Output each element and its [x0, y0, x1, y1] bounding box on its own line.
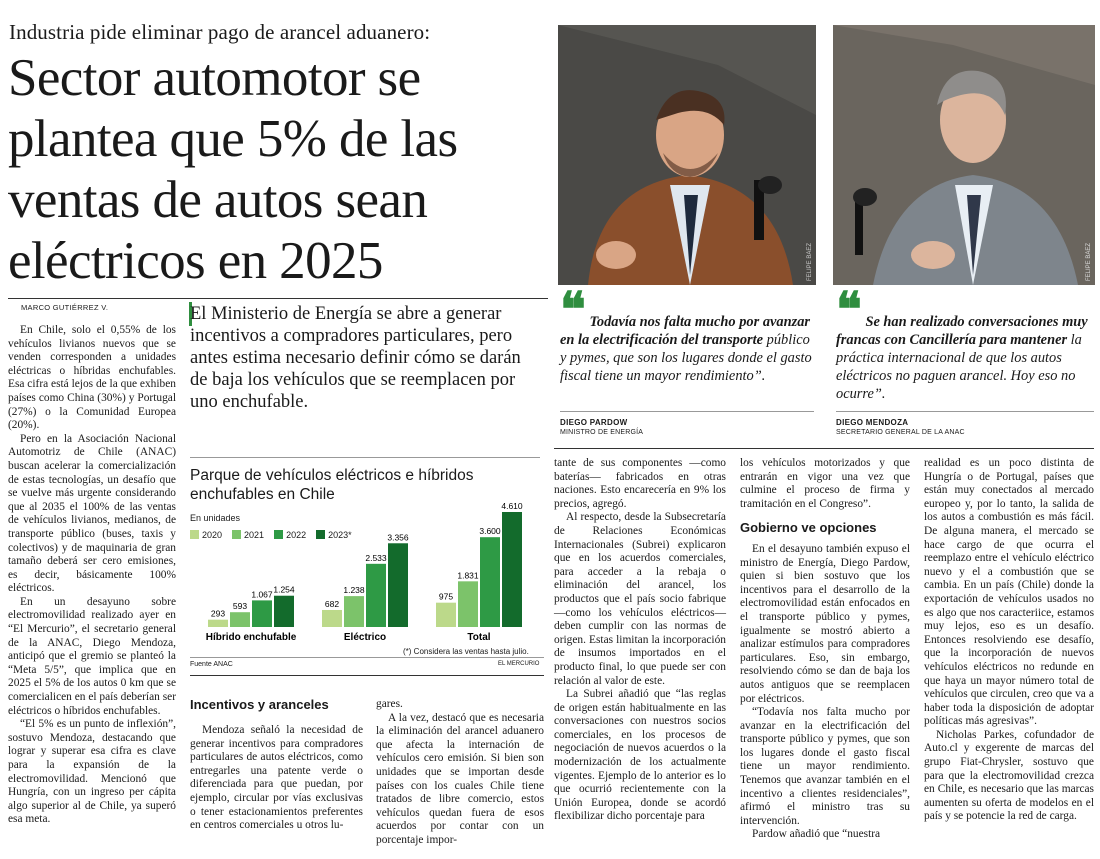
data-label: 593	[232, 601, 248, 612]
paragraph: gares.	[376, 698, 403, 710]
bar	[252, 600, 272, 627]
quote-bold: Todavía nos falta mucho por avanzar en la electrificación del transporte	[560, 314, 810, 348]
bar	[480, 537, 500, 627]
bar	[436, 603, 456, 627]
paragraph: los vehículos motorizados y que entrarán en vigor una vez que culmine el proceso de firma y tramitación en el Congreso”.	[740, 457, 910, 510]
data-label: 3.600	[479, 526, 501, 537]
paragraph: Pardow añadió que “nuestra	[752, 828, 881, 841]
data-label: 682	[324, 598, 340, 609]
data-label: 2.533	[365, 552, 387, 563]
data-label: 293	[210, 608, 226, 619]
bar	[274, 596, 294, 627]
quote-rule	[836, 411, 1094, 412]
subhead-gobierno: Gobierno ve opciones	[740, 520, 877, 536]
paragraph: Nicholas Parkes, cofundador de Auto.cl y exgerente de marcas del grupo Fiat-Chrysler, sostuvo que para que la electromovilidad crezca en Chile, es necesario que las marcas aumenten su oferta de modelos en el país y se potencie la red de carga.	[924, 728, 1094, 823]
legend-label: 2023*	[328, 530, 352, 540]
quote-attribution-role: MINISTRO DE ENERGÍA	[560, 429, 644, 436]
pull-quote-mendoza	[836, 284, 1094, 403]
quote-attribution-role: SECRETARIO GENERAL DE LA ANAC	[836, 429, 965, 436]
chart-source: Fuente ANAC	[190, 661, 233, 668]
photo-credit: FELIPE BÁEZ	[1086, 242, 1092, 281]
chart	[190, 462, 545, 674]
data-label: 4.610	[501, 501, 523, 511]
quote-mark-icon: ❝	[836, 284, 862, 337]
article-column-2	[190, 724, 363, 833]
paragraph: realidad es un poco distinta de Hungría o de Portugal, países que están muy conectados al mercado europeo y, por lo tanto, la salida de los autos a combustión es más fácil. De alguna manera, el mercado se hace cargo de que ocurra el reemplazo entre el vehículo eléctrico nuevo y el a combustión que se cambia. En un país (Chile) donde la exportación de vehículos usados no es algo que nos caracteriice, estamos muy lejos, eso es un desafío. Entonces resolviendo ese desafío, que la incorporación de nuevos vehículos eléctricos no redunde en que haya un mayor número total de vehículos que circulen, creo que va a haber toda la disposición de adoptar políticas más agresivas”.	[924, 457, 1094, 728]
person-photo-illustration	[558, 25, 816, 285]
quote-attribution-name: DIEGO PARDOW	[560, 418, 628, 427]
legend-label: 2021	[244, 530, 265, 540]
article-column-4	[740, 457, 910, 842]
quote-attribution-name: DIEGO MENDOZA	[836, 418, 909, 427]
chart-units: En unidades	[190, 513, 241, 523]
chart-plot	[190, 462, 545, 662]
data-label: 3.356	[387, 532, 409, 543]
subhead-incentivos: Incentivos y aranceles	[190, 697, 329, 712]
chart-bottom-rule	[190, 675, 544, 676]
lead-rule	[190, 457, 540, 458]
data-label: 1.831	[457, 570, 479, 581]
article-column-3-top	[554, 457, 726, 824]
bar	[366, 564, 386, 627]
quote-bold: Se han realizado conversaciones muy francas con Cancillería para mantener	[836, 314, 1088, 348]
bar	[230, 612, 250, 627]
lead-paragraph: El Ministerio de Energía se abre a generar incentivos a compradores particulares, pero antes estima necesario definir cómo se darán de baja los vehículos que se reemplacen por uno enchufable.	[190, 304, 521, 412]
person-photo-illustration	[833, 25, 1095, 285]
data-label: 975	[438, 591, 454, 602]
photo-diego-mendoza	[833, 25, 1095, 285]
article-column-5	[924, 457, 1094, 824]
section-rule	[554, 448, 1094, 449]
data-label: 1.067	[251, 589, 273, 600]
category-label: Total	[467, 632, 491, 643]
category-label: Eléctrico	[343, 632, 387, 643]
paragraph: La Subrei añadió que “las reglas de origen están habitualmente en las conversaciones con nuestros socios comerciales, en los procesos de negociación de nuevos acuerdos o la modernización de los actualmente vigentes. Ejemplo de lo anterior es lo que ocurrió recientemente con la Unión Europea, donde se acordó flexibilizar dicho porcentaje para	[554, 688, 726, 823]
paragraph: “Todavía nos falta mucho por avanzar en la electrificación del transporte público y pymes, que son los lugares donde el gasto fiscal tiene un mayor rendimiento. Tenemos que avanzar también en el incentivo a clientes residenciales”, afirmó el ministro tras su intervención.	[740, 706, 910, 827]
headline: Sector automotor se plantea que 5% de las ventas de autos sean eléctricos en 2025	[8, 49, 458, 290]
quote-mark-icon: ❝	[560, 284, 586, 337]
chart-note: (*) Considera las ventas hasta julio.	[403, 647, 529, 656]
paragraph: Pero en la Asociación Nacional Automotriz de Chile (ANAC) buscan acelerar la comercialización de estas tecnologías, un desafío que se vuelve más urgente considerando que al 2035 el 100% de las ventas de vehículos livianos, medianos, de transporte público (buses, taxis y colectivos) y de maquinaria de gran tamaño deberá ser cero emisiones, es decir, básicamente 100% eléctricos.	[8, 432, 176, 595]
paragraph: En el desayuno también expuso el ministro de Energía, Diego Pardow, quien si bien sostuvo que los incentivos para el desarrollo de la electromovilidad están enfocados en el transporte público y pymes, igualmente se mostró abierto a analizar estímulos para compradores particulares. Eso, sin embargo, resolviendo cómo se dan de baja los autos antiguos que se reemplacen por eléctricos.	[740, 542, 910, 705]
paragraph: Mendoza señaló la necesidad de generar incentivos para compradores particulares de autos eléctricos, como entregarles una patente verde o diferenciada para que puedan, por ejemplo, circular por vías exclusivas o tener estacionamientos preferentes en centros comerciales u otros lu-	[190, 724, 363, 832]
bar	[458, 581, 478, 627]
legend-label: 2020	[202, 530, 223, 540]
paragraph: En un desayuno sobre electromovilidad realizado ayer en “El Mercurio”, el secretario general de la ANAC, Diego Mendoza, anticipó que el gremio se planteó la “Meta 5/5”, que implica que en 2025 el 5% de los autos 0 km que se comercialicen en el país deberían ser eléctricos o híbridos enchufables.	[8, 595, 176, 717]
bar	[502, 512, 522, 627]
bar	[322, 610, 342, 627]
bar	[388, 543, 408, 627]
chart-rule	[190, 657, 544, 658]
byline: MARCO GUTIÉRREZ V.	[21, 303, 109, 312]
headline-rule	[8, 298, 548, 299]
data-label: 1.254	[273, 584, 295, 595]
photo-credit: FELIPE BÁEZ	[807, 242, 813, 281]
article-column-1	[8, 324, 176, 827]
bar	[208, 620, 228, 627]
pull-quote-pardow	[560, 284, 814, 385]
paragraph: tante de sus componentes —como baterías— fabricados en otras naciones. Esto encarecería en 9% los precios, agregó.	[554, 457, 726, 510]
kicker: Industria pide eliminar pago de arancel aduanero:	[9, 20, 431, 44]
chart-credit: EL MERCURIO	[498, 661, 540, 667]
article-column-3	[376, 698, 544, 848]
quote-text: la práctica internacional de que los autos eléctricos no paguen arancel. Hoy eso no ocurre”.	[836, 332, 1082, 402]
paragraph: En Chile, solo el 0,55% de los vehículos livianos nuevos que se venden corresponden a unidades eléctricas o híbridas enchufables. Esa cifra está lejos de la que exhiben países como China (30%) y Portugal (27%) o la Comunidad Europea (20%).	[8, 324, 176, 432]
paragraph: “El 5% es un punto de inflexión”, sostuvo Mendoza, destacando que lograr y superar esa cifra es clave para la expansión de la electromovilidad. Mencionó que Hungría, con un ingreso per cápita algo superior al de Chile, ya superó esa meta.	[8, 718, 176, 826]
legend-label: 2022	[286, 530, 307, 540]
quote-rule	[560, 411, 814, 412]
paragraph: Al respecto, desde la Subsecretaría de Relaciones Económicas Internacionales (Subrei) explicaron que en los acuerdos comerciales, para acceder a la rebaja o eliminación del arancel, los productos que el país socio fabrique —como los vehículos eléctricos— deben cumplir con las normas de origen. Estas limitan la incorporación de insumos importados en el producto final, lo que puede ser con relación al valor de este.	[554, 511, 726, 687]
chart-title: Parque de vehículos eléctricos e híbridos enchufables en Chile	[190, 467, 474, 503]
quote-text: público y pymes, que son los lugares donde el gasto fiscal tiene un mayor rendimiento”.	[560, 332, 812, 384]
photo-diego-pardow	[558, 25, 816, 285]
data-label: 1.238	[343, 585, 365, 596]
bar	[344, 596, 364, 627]
paragraph: A la vez, destacó que es necesaria la eliminación del arancel aduanero que afecta la internación de vehículos cero emisión. Si bien son unidades que se importan desde países con los cuales Chile tiene tratados de libre comercio, estos vehículos quedan fuera de esos acuerdos por contar con un porcentaje impor-	[376, 711, 544, 846]
category-label: Híbrido enchufable	[205, 632, 297, 643]
